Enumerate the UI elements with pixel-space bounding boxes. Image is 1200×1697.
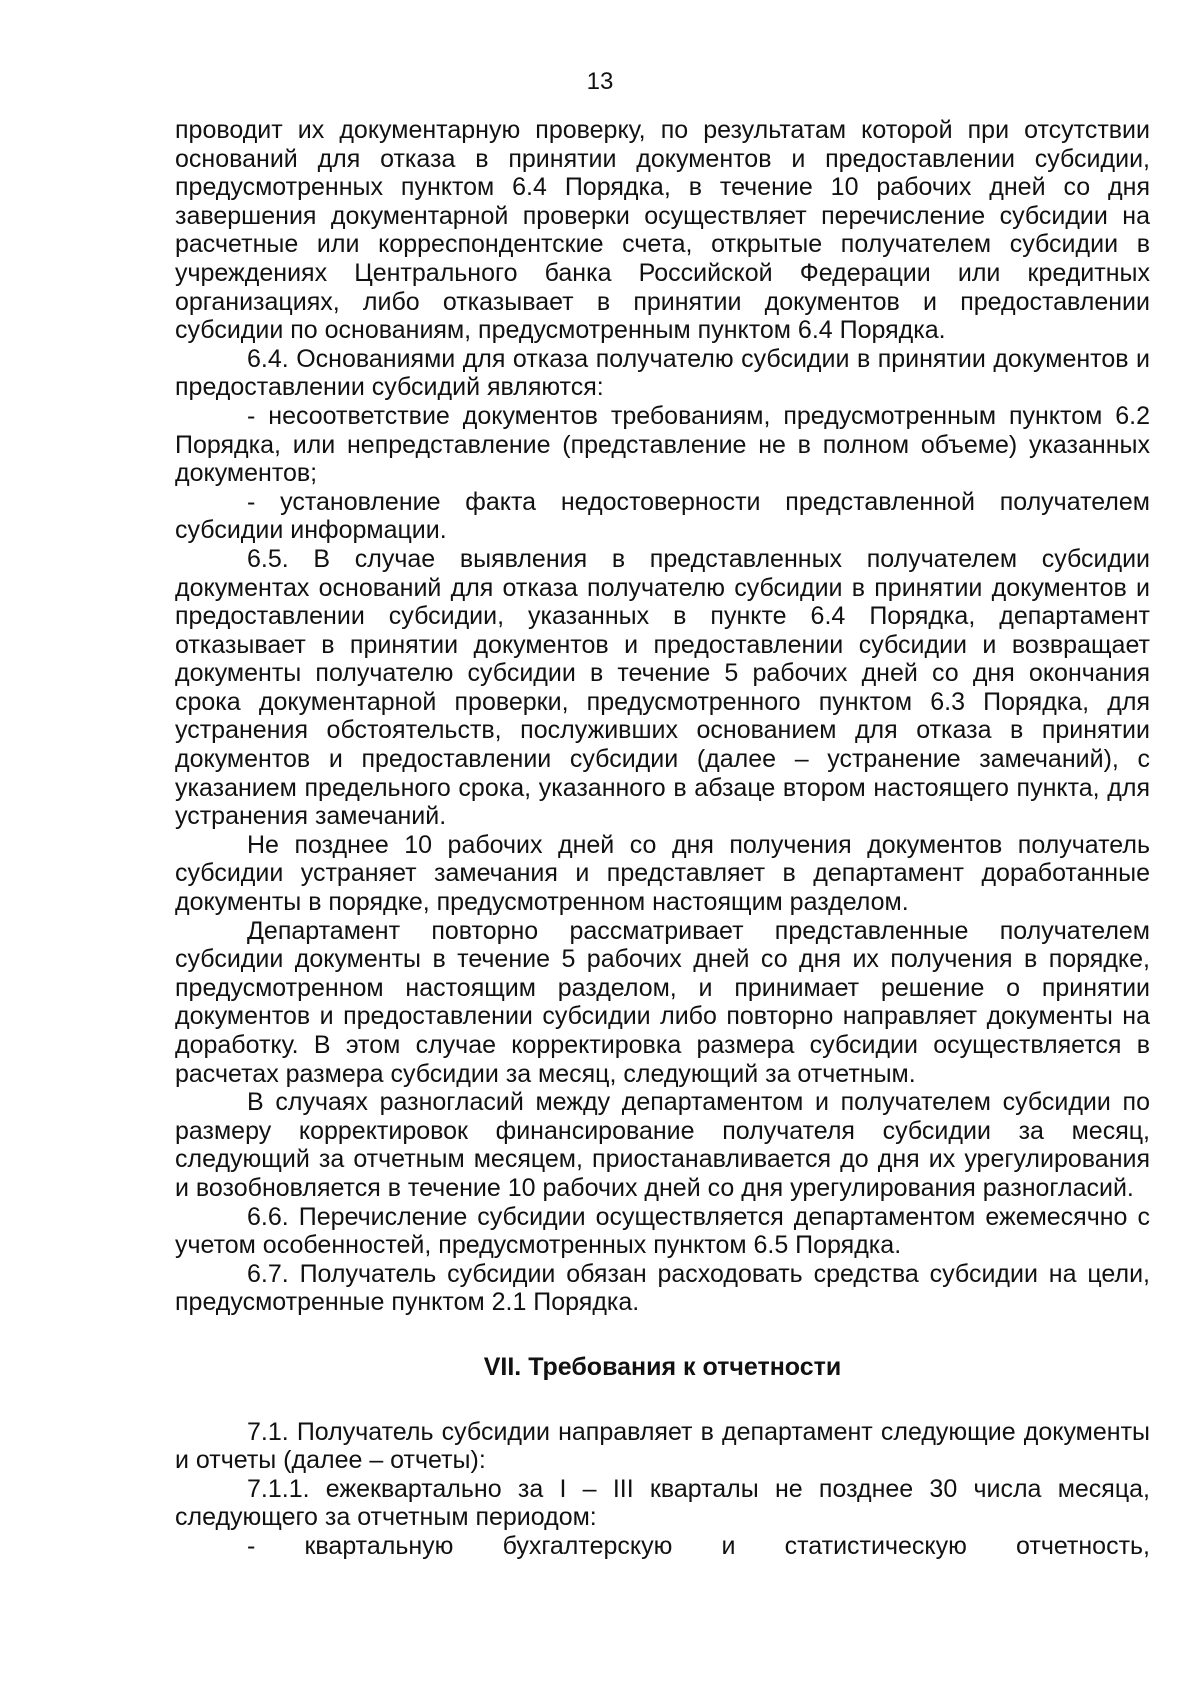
paragraph-disagreements: В случаях разногласий между департаментом и получателем субсидии по размеру корректировок финансирование получателя субсидии за месяц, следующий за отчетным месяцем, приостанавливается до дня их урегулирования и возобновляется в течение 10 рабочих дней со дня урегулирования разногласий.	[175, 1088, 1150, 1202]
paragraph-deadline: Не позднее 10 рабочих дней со дня получения документов получатель субсидии устраняет замечания и представляет в департамент доработанные документы в порядке, предусмотренном настоящим разделом.	[175, 830, 1150, 917]
page-number: 13	[586, 68, 614, 95]
list-item-quarterly-reporting: - квартальную бухгалтерскую и статистическую отчетность,	[247, 1531, 1150, 1560]
paragraph-continuation: проводит их документарную проверку, по результатам которой при отсутствии оснований для отказа в принятии документов и предоставлении субсидии, предусмотренных пунктом 6.4 Порядка, в течение 10 рабочих дней со дня завершения документарной проверки осуществляет перечисление субсидии на расчетные или корреспондентские счета, открытые получателем субсидии в учреждениях Центрального банка Российской Федерации или кредитных организациях, либо отказывает в принятии документов и предоставлении субсидии по основаниям, предусмотренным пунктом 6.4 Порядка.	[175, 116, 1150, 345]
paragraph-6-6: 6.6. Перечисление субсидии осуществляется департаментом ежемесячно с учетом особенностей, предусмотренных пунктом 6.5 Порядка.	[175, 1202, 1150, 1260]
paragraph-6-5: 6.5. В случае выявления в представленных получателем субсидии документах оснований для отказа получателю субсидии в принятии документов и предоставлении субсидии, указанных в пункте 6.4 Порядка, департамент отказывает в принятии документов и предоставлении субсидии и возвращает документы получателю субсидии в течение 5 рабочих дней со дня окончания срока документарной проверки, предусмотренного пунктом 6.3 Порядка, для устранения обстоятельств, послуживших основанием для отказа в принятии документов и предоставлении субсидии (далее – устранение замечаний), с указанием предельного срока, указанного в абзаце втором настоящего пункта, для устранения замечаний.	[175, 544, 1150, 831]
section-title: VII. Требования к отчетности	[483, 1352, 842, 1381]
document-body	[175, 116, 1150, 1561]
paragraph-6-4: 6.4. Основаниями для отказа получателю субсидии в принятии документов и предоставлении субсидий являются:	[175, 344, 1150, 402]
paragraph-7-1-1: 7.1.1. ежеквартально за I – III кварталы не позднее 30 числа месяца, следующего за отчетным периодом:	[175, 1474, 1150, 1532]
paragraph-review: Департамент повторно рассматривает представленные получателем субсидии документы в течение 5 рабочих дней со дня их получения в порядке, предусмотренном настоящим разделом, и принимает решение о принятии документов и предоставлении субсидии либо повторно направляет документы на доработку. В этом случае корректировка размера субсидии осуществляется в расчетах размера субсидии за месяц, следующий за отчетным.	[175, 916, 1150, 1088]
list-item-unreliability: - установление факта недостоверности представленной получателем субсидии информации.	[175, 487, 1150, 545]
paragraph-7-1: 7.1. Получатель субсидии направляет в департамент следующие документы и отчеты (далее – отчеты):	[175, 1417, 1150, 1475]
paragraph-6-7: 6.7. Получатель субсидии обязан расходовать средства субсидии на цели, предусмотренные пунктом 2.1 Порядка.	[175, 1259, 1150, 1317]
list-item-nonconformity: - несоответствие документов требованиям, предусмотренным пунктом 6.2 Порядка, или непредставление (представление не в полном объеме) указанных документов;	[175, 401, 1150, 488]
